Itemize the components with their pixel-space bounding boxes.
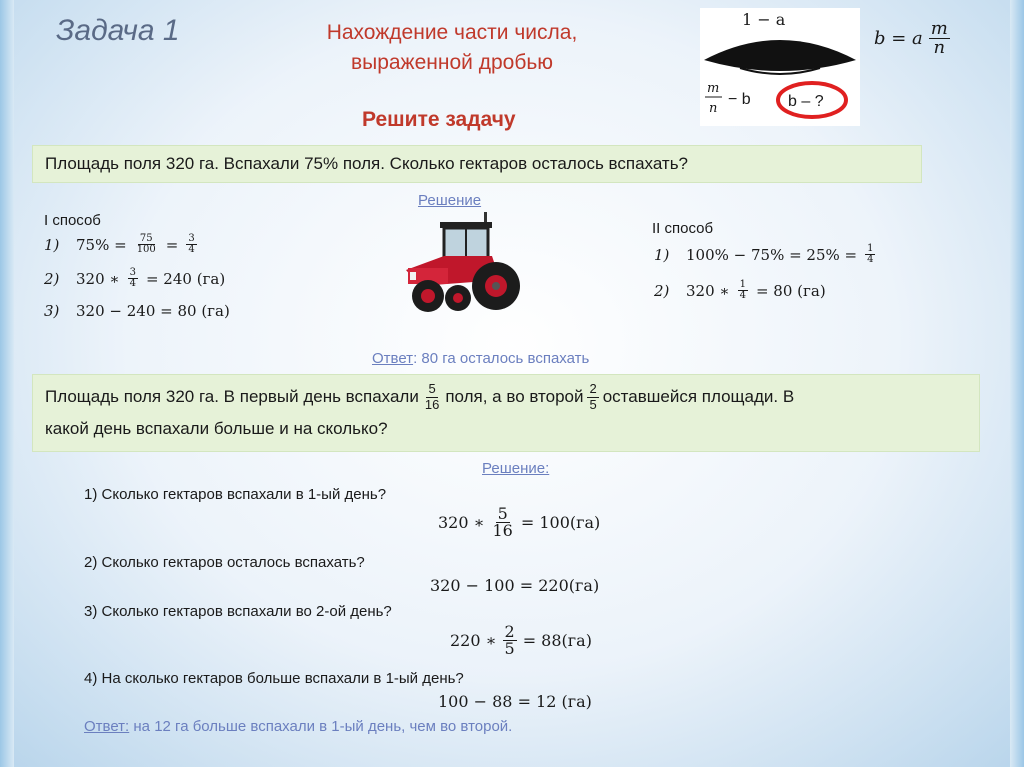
fraction-1-4: [865, 244, 875, 265]
frac-num: 3: [188, 233, 195, 244]
problem-2-text-c: оставшейся площади. В: [602, 387, 795, 406]
method-2-step-1: [654, 244, 877, 265]
step-number: 1): [44, 235, 60, 254]
frac-den: 4: [739, 290, 746, 301]
fraction-3-4: [128, 268, 138, 289]
left-edge: [0, 0, 14, 767]
topic-line-1: Нахождение части числа,: [326, 21, 578, 44]
step-text: 320 ∗: [76, 269, 120, 288]
problem-2-line-2: какой день вспахали больше и на сколько?: [45, 419, 388, 438]
frac-den: 4: [867, 254, 874, 265]
step-text: 75% =: [76, 235, 127, 254]
method-2-step-2: [654, 280, 826, 301]
topic-line-2: выраженной дробью: [350, 51, 554, 74]
fraction-3-4: [186, 234, 196, 255]
frac-den: 4: [188, 244, 195, 255]
calc-2: 320 − 100 = 220(га): [430, 576, 600, 595]
answer-2: [84, 718, 512, 735]
frac-num: 75: [139, 233, 153, 244]
problem-2-text-b: поля, а во второй: [445, 387, 584, 406]
frac-den: 5: [589, 396, 597, 412]
formula-num: m: [930, 18, 948, 39]
frac-num: 2: [589, 381, 597, 397]
frac-num: 5: [497, 504, 508, 523]
formula-lhs: b = a: [874, 28, 923, 49]
tractor-image: [400, 210, 527, 316]
frac-num: 5: [428, 381, 436, 397]
solve-heading: Решите задачу: [362, 108, 516, 131]
tractor-icon: [400, 210, 527, 316]
answer-2-text: на 12 га больше вспахали в 1-ый день, чем во второй.: [129, 718, 513, 735]
frac-den: 16: [492, 521, 513, 540]
frac-num: 2: [504, 622, 515, 641]
fraction-2-5: [587, 382, 598, 412]
diagram-frac-num: m: [707, 81, 720, 96]
frac-den: 100: [136, 244, 156, 255]
frac-den: 5: [504, 639, 515, 658]
calc-3: [450, 624, 592, 657]
step-number: 1): [654, 245, 670, 264]
diagram-circled-label: b – ?: [788, 93, 824, 110]
question-4: 4) На сколько гектаров больше вспахали в 1-ый день?: [84, 670, 464, 687]
calc-4: 100 − 88 = 12 (га): [438, 692, 592, 711]
frac-den: 4: [129, 278, 136, 289]
step-eq: =: [165, 235, 179, 254]
problem-2-line-1: [45, 381, 967, 413]
step-result: = 240 (га): [145, 269, 226, 288]
fraction-5-16: [423, 382, 441, 412]
fraction-5-16: [491, 506, 515, 539]
formula-den: n: [933, 37, 946, 58]
part-formula: [874, 20, 952, 57]
answer-1-label: Ответ: [372, 350, 414, 367]
calc-text: 220 ∗: [450, 631, 497, 650]
method-1-step-1: [44, 234, 199, 255]
method-1-title: I способ: [44, 212, 101, 229]
step-number: 3): [44, 302, 60, 320]
question-1: 1) Сколько гектаров вспахали в 1-ый день?: [84, 486, 387, 503]
calc-text: 320 ∗: [438, 513, 485, 532]
step-number: 2): [654, 281, 670, 300]
fraction-75-100: [135, 234, 158, 255]
step-text: 320 − 240 = 80 (га): [76, 302, 230, 320]
method-2-title: II способ: [652, 220, 714, 237]
lens-shape: [704, 40, 856, 71]
right-edge: [1010, 0, 1024, 767]
calc-result: = 100(га): [520, 513, 601, 532]
fraction-2-5: [503, 624, 517, 657]
problem-1-box: [32, 145, 922, 183]
solution-label-1: Решение: [418, 192, 482, 209]
problem-2-box: [32, 374, 980, 452]
formula-fraction: [929, 20, 950, 57]
problem-1-text: Площадь поля 320 га. Вспахали 75% поля. Сколько гектаров осталось вспахать?: [45, 154, 689, 173]
task-number: Задача 1: [56, 14, 180, 47]
fraction-1-4: [738, 280, 748, 301]
step-number: 2): [44, 269, 60, 288]
topic-title: [282, 18, 622, 78]
answer-1: [372, 350, 589, 367]
lens-diagram: [700, 8, 860, 126]
frac-num: 3: [129, 267, 136, 278]
diagram-dash-b: − b: [728, 91, 751, 108]
question-3: 3) Сколько гектаров вспахали во 2-ой день?: [84, 603, 392, 620]
calc-result: = 88(га): [522, 631, 592, 650]
frac-den: 16: [424, 396, 440, 412]
frac-num: 1: [867, 243, 874, 254]
diagram-top-label: 1 − a: [742, 10, 786, 29]
frac-num: 1: [739, 279, 746, 290]
solution-label-2: Решение:: [482, 460, 550, 477]
method-1-step-2: [44, 268, 225, 289]
question-2: 2) Сколько гектаров осталось вспахать?: [84, 554, 365, 571]
method-1-step-3: [44, 302, 230, 320]
answer-1-text: : 80 га осталось вспахать: [413, 350, 590, 367]
problem-2-text-a: Площадь поля 320 га. В первый день вспахали: [45, 387, 419, 406]
fraction-diagram: [700, 8, 860, 126]
answer-2-label: Ответ:: [84, 718, 130, 735]
step-text: 320 ∗: [686, 281, 730, 300]
calc-1: [438, 506, 600, 539]
step-result: = 80 (га): [755, 281, 826, 300]
diagram-frac-den: n: [709, 101, 718, 116]
step-text: 100% − 75% = 25% =: [686, 245, 858, 264]
